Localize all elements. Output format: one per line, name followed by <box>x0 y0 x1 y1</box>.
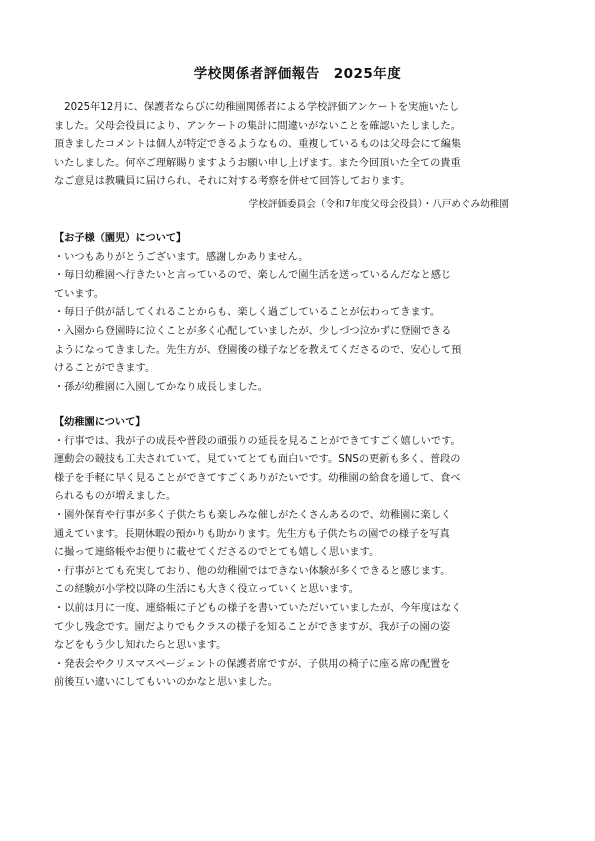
comment-line: などをもう少し知れたらと思います。 <box>54 640 227 652</box>
comment-line: ・孫が幼稚園に入園してかなり成長しました。 <box>54 381 268 393</box>
section-children <box>54 230 554 397</box>
comment-line: ようになってきました。先生方が、登園後の様子などを教えてくださるので、安心して預 <box>54 344 462 356</box>
comment-line: ・以前は月に一度、連絡帳に子どもの様子を書いていただいていましたが、今年度はなく <box>54 602 462 614</box>
intro-paragraph <box>54 99 546 192</box>
comment-line: られるものが増えました。 <box>54 491 177 503</box>
intro-line: なご意見は教職員に届けられ、それに対する考察を併せて回答しております。 <box>54 176 411 188</box>
comment-line: 運動会の競技も工夫されていて、見ていてとても面白いです。SNSの更新も多く、普段の <box>54 454 461 466</box>
page-title: 学校関係者評価報告 2025年度 <box>193 66 402 82</box>
comment-line: ・毎日子供が話してくれることからも、楽しく過ごしていることが伝わってきます。 <box>54 307 441 319</box>
comment-line: ・いつもありがとうございます。感謝しかありません。 <box>54 251 309 263</box>
section-heading: 【幼稚園について】 <box>54 417 146 428</box>
comment-line: 前後互い違いにしてもいいのかなと思いました。 <box>54 677 279 689</box>
comment-line: ・行事がとても充実しており、他の幼稚園ではできない体験が多くできると感じます。 <box>54 565 451 577</box>
comment-line: 様子を手軽に早く見ることができてすごくありがたいです。幼稚園の給食を通して、食べ <box>54 472 461 484</box>
intro-line: ました。父母会役員により、アンケートの集計に間違いがないことを確認いたしました。 <box>54 120 461 132</box>
comment-line: けることができます。 <box>54 363 156 375</box>
intro-line: いたしました。何卒ご理解賜りますようお願い申し上げます。また今回頂いた全ての貴重 <box>54 157 461 169</box>
section-kindergarten <box>54 414 554 693</box>
intro-line: 頂きましたコメントは個人が特定できるようなもの、重複しているものは父母会にて編集 <box>54 139 462 151</box>
comment-line: ・行事では、我が子の成長や普段の頑張りの延長を見ることができてすごく嬉しいです。 <box>54 435 461 447</box>
section-heading: 【お子様（園児）について】 <box>54 233 187 244</box>
comment-line: ています。 <box>54 288 105 300</box>
intro-line: 2025年12月に、保護者ならびに幼稚園関係者による学校評価アンケートを実施いたし <box>54 102 460 113</box>
comment-line: 通えています。長期休暇の預かりも助かります。先生方も子供たちの園での様子を写真 <box>54 528 450 540</box>
signature: 学校評価委員会（令和7年度父母会役員）・八戸めぐみ幼稚園 <box>248 199 509 210</box>
comment-line: ・園外保育や行事が多く子供たちも楽しみな催しがたくさんあるので、幼稚園に楽しく <box>54 509 452 521</box>
comment-line: ・入園から登園時に泣くことが多く心配していましたが、少しづつ泣かずに登園できる <box>54 325 452 337</box>
comment-line: ・発表会やクリスマスページェントの保護者席ですが、子供用の椅子に座る席の配置を <box>54 658 451 670</box>
comment-line: に撮って連絡帳やお便りに載せてくださるのでとても嬉しく思います。 <box>54 547 380 559</box>
comment-line: ・毎日幼稚園へ行きたいと言っているので、楽しんで園生活を送っているんだなと感じ <box>54 270 452 282</box>
comment-line: て少し残念です。園だよりでもクラスの様子を知ることができますが、我が子の園の姿 <box>54 621 451 633</box>
comment-line: この経験が小学校以降の生活にも大きく役立っていくと思います。 <box>54 584 359 596</box>
